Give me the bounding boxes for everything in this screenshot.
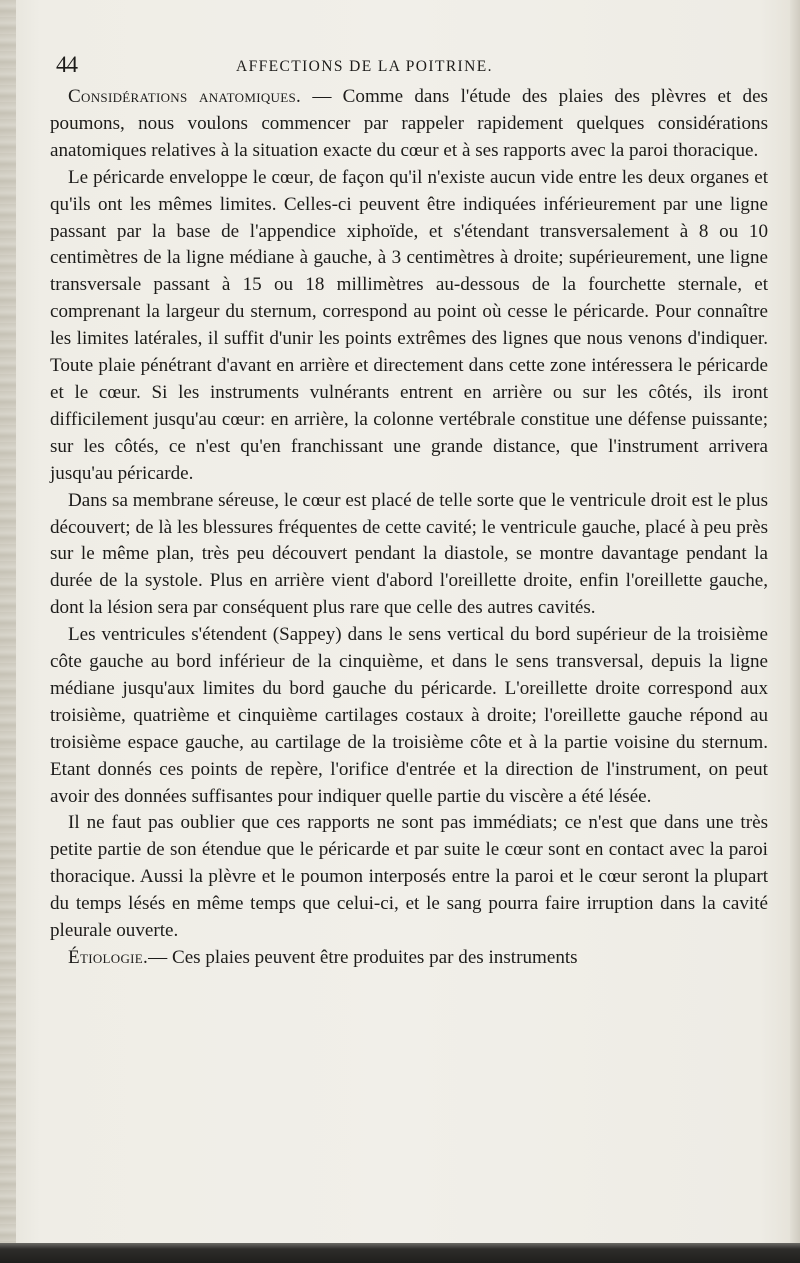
paragraph-rapports	[50, 810, 768, 945]
page-number: 44	[56, 52, 77, 77]
paragraph-membrane-sereuse	[50, 488, 768, 623]
paragraph-text: Dans sa membrane séreuse, le cœur est placé de telle sorte que le ventricule droit est le plus découvert; de là les blessures fréquentes de cette cavité; le ventricule gauche, placé à peu près sur le même plan, très peu découvert pendant la diastole, se montre davantage pendant la durée de la systole. Plus en arrière vient d'abord l'oreillette droite, enfin l'oreillette gauche, dont la lésion sera par conséquent plus rare que celle des autres cavités.	[50, 489, 768, 619]
paragraph-anatomical-considerations	[50, 84, 768, 165]
section-lead-anatomy: Considérations anatomiques.	[68, 86, 302, 107]
paragraph-text: Il ne faut pas oublier que ces rapports ne sont pas immédiats; ce n'est que dans une très petite partie de son étendue que le péricarde et par suite le cœur sont en contact avec la paroi thoracique. Aussi la plèvre et le poumon interposés entre la paroi et le cœur seront la plupart du temps lésés en même temps que celui-ci, et le sang pourra faire irruption dans la cavité pleurale ouverte.	[50, 812, 768, 942]
page-header	[56, 52, 766, 82]
body-text	[50, 84, 768, 972]
paragraph-etiologie	[50, 945, 768, 972]
scan-bottom-edge	[0, 1243, 800, 1263]
paragraph-text: — Ces plaies peuvent être produites par des instruments	[148, 947, 578, 968]
page-edge	[790, 0, 800, 1263]
paragraph-text: — Comme dans l'étude des plaies des plèvres et des poumons, nous voulons commencer par rappeler rapidement quelques considérations anatomiques relatives à la situation exacte du cœur et à ses rapports avec la paroi thoracique.	[50, 86, 768, 161]
paragraph-ventricules	[50, 622, 768, 810]
section-lead-etiology: Étiologie.	[68, 947, 149, 968]
binding-gutter	[0, 0, 16, 1263]
paragraph-text: Les ventricules s'étendent (Sappey) dans le sens vertical du bord supérieur de la troisième côte gauche au bord inférieur de la cinquième, et dans le sens transversal, depuis la ligne médiane jusqu'aux limites du bord gauche du péricarde. L'oreillette droite correspond aux troisième, quatrième et cinquième cartilages costaux à droite; l'oreillette gauche répond au troisième espace gauche, au cartilage de la troisième côte et à la partie voisine du sternum. Etant donnés ces points de repère, l'orifice d'entrée et la direction de l'instrument, on peut avoir des données suffisantes pour indiquer quelle partie du viscère a été lésée.	[50, 624, 768, 807]
paragraph-pericarde	[50, 165, 768, 488]
paragraph-text: Le péricarde enveloppe le cœur, de façon qu'il n'existe aucun vide entre les deux organes et qu'ils ont les mêmes limites. Celles-ci peuvent être indiquées inférieurement par une ligne passant par la base de l'appendice xiphoïde, et s'étendant transversalement à 8 ou 10 centimètres de la ligne médiane à gauche, à 3 centimètres à droite; supérieurement, une ligne transversale passant à 15 ou 18 millimètres au-dessous de la fourchette sternale, et comprenant la largeur du sternum, correspond au point où cesse le péricarde. Pour connaître les limites latérales, il suffit d'unir les points extrêmes des lignes que nous venons d'indiquer. Toute plaie pénétrant d'avant en arrière et directement dans cette zone intéressera le péricarde et le cœur. Si les instruments vulnérants entrent en arrière ou sur les côtés, ils iront difficilement jusqu'au cœur: en arrière, la colonne vertébrale constitue une défense puissante; sur les côtés, ce n'est qu'en franchissant une grande distance, que l'instrument arrivera jusqu'au péricarde.	[50, 166, 768, 484]
running-head: AFFECTIONS DE LA POITRINE.	[236, 58, 493, 75]
